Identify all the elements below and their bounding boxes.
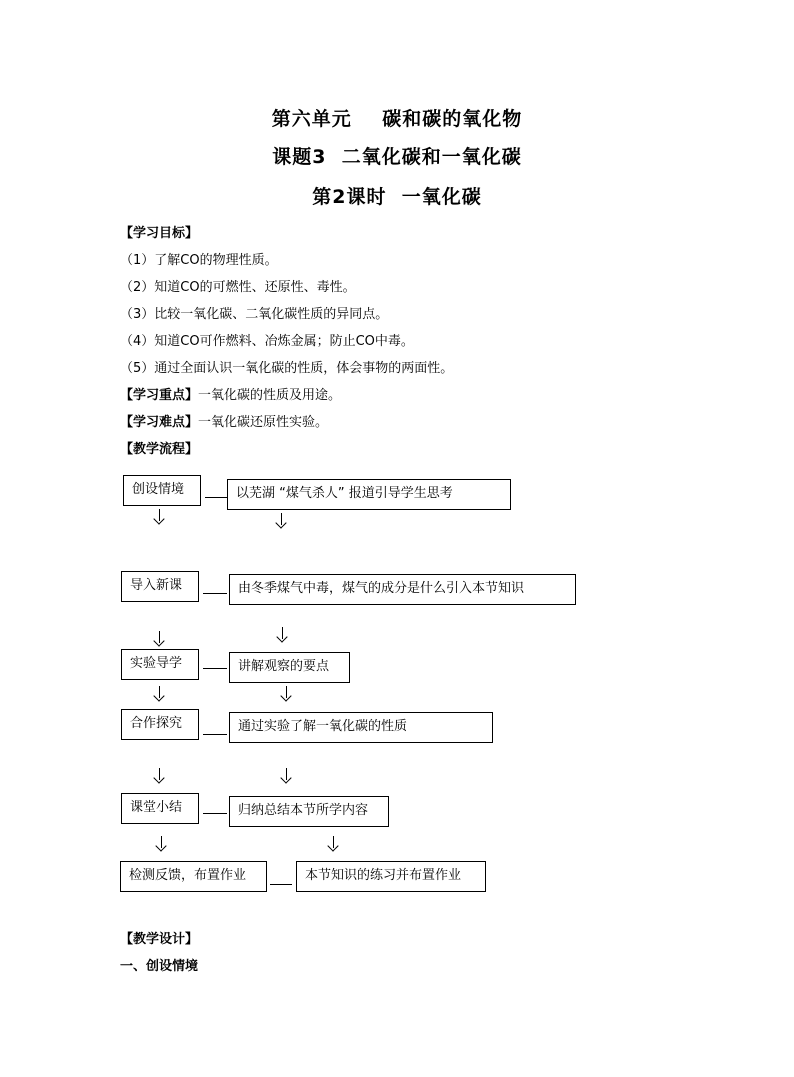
flow-step-right-1: 以芜湖 “煤气杀人” 报道引导学生思考 [227,479,511,510]
goal-item-2: （2）知道CO的可燃性、还原性、毒性。 [120,280,356,295]
flow-step-right-4: 通过实验了解一氧化碳的性质 [229,712,493,743]
key-point-text: 一氧化碳的性质及用途。 [198,388,342,403]
key-point [120,384,341,403]
flow-connector-6 [270,884,292,885]
difficulty [120,411,328,430]
flow-heading: 【教学流程】 [120,442,199,457]
flow-connector-4 [203,734,227,735]
flow-step-left-2: 导入新课 [121,571,199,602]
goal-item-5: （5）通过全面认识一氧化碳的性质，体会事物的两面性。 [120,361,454,376]
period-title: 第2课时 一氧化碳 [312,186,482,208]
design-heading: 【教学设计】 [120,932,199,947]
flow-step-left-1: 创设情境 [123,475,201,506]
difficulty-text: 一氧化碳还原性实验。 [198,415,329,430]
flow-step-right-2: 由冬季煤气中毒，煤气的成分是什么引入本节知识 [229,574,576,605]
flow-connector-1 [205,497,227,498]
flow-step-left-6: 检测反馈，布置作业 [120,861,267,892]
flow-step-left-5: 课堂小结 [121,793,199,824]
design-section-1: 一、创设情境 [120,959,199,974]
flow-step-left-3: 实验导学 [121,649,199,680]
flow-connector-3 [203,668,227,669]
unit-title: 第六单元 碳和碳的氧化物 [271,108,523,130]
lesson-title: 课题3 二氧化碳和一氧化碳 [272,146,522,168]
key-point-label: 【学习重点】 [120,388,199,403]
goal-item-4: （4）知道CO可作燃料、冶炼金属；防止CO中毒。 [120,334,414,349]
flow-step-left-4: 合作探究 [121,709,199,740]
goal-item-3: （3）比较一氧化碳、二氧化碳性质的异同点。 [120,307,389,322]
flow-step-right-6: 本节知识的练习并布置作业 [296,861,486,892]
flow-step-right-3: 讲解观察的要点 [229,652,350,683]
goal-item-1: （1）了解CO的物理性质。 [120,253,278,268]
flow-connector-2 [203,593,227,594]
flow-connector-5 [203,813,227,814]
flow-step-right-5: 归纳总结本节所学内容 [229,796,389,827]
goals-heading: 【学习目标】 [120,226,199,241]
difficulty-label: 【学习难点】 [120,415,199,430]
